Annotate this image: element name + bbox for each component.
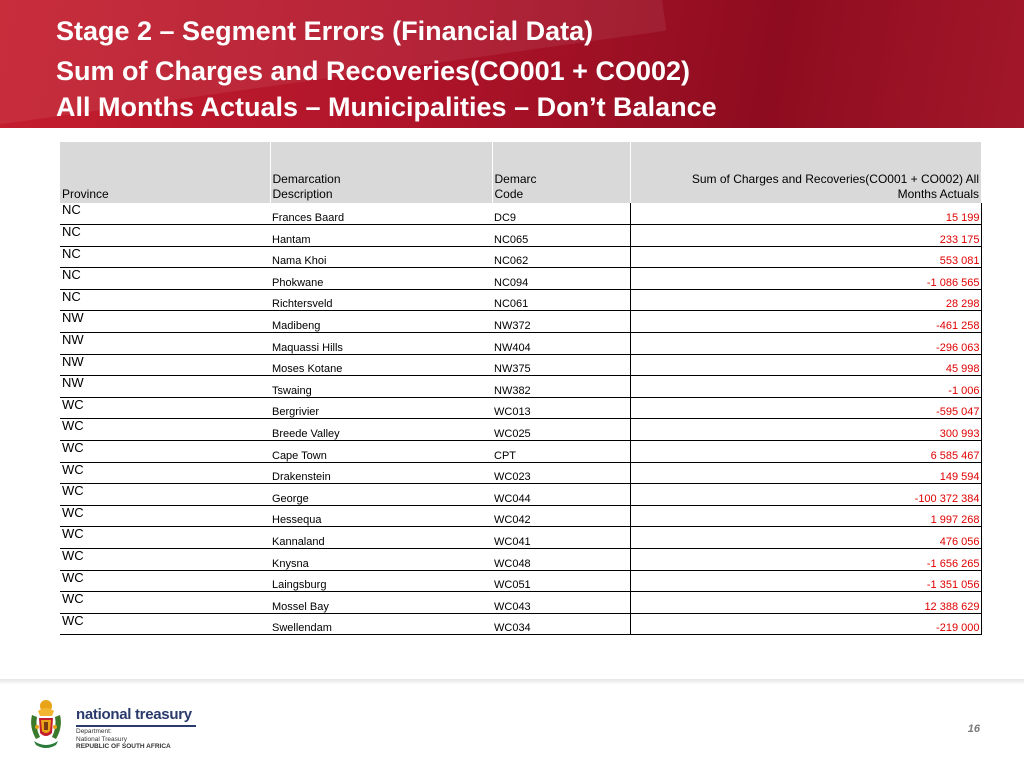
cell-demarcation-description: George — [270, 484, 492, 506]
cell-demarcation-description: Drakenstein — [270, 462, 492, 484]
cell-province: NC — [60, 289, 270, 311]
cell-sum-value: 300 993 — [630, 419, 981, 441]
cell-demarcation-description: Madibeng — [270, 311, 492, 333]
cell-demarc-code: NC061 — [492, 289, 630, 311]
cell-sum-value: -595 047 — [630, 397, 981, 419]
table-row — [60, 441, 981, 463]
table-row — [60, 289, 981, 311]
column-header-sum-charges-recoveries: Sum of Charges and Recoveries(CO001 + CO002) All Months Actuals — [630, 142, 981, 203]
cell-sum-value: 233 175 — [630, 225, 981, 247]
cell-demarcation-description: Knysna — [270, 549, 492, 571]
cell-demarcation-description: Bergrivier — [270, 397, 492, 419]
table-row — [60, 203, 981, 225]
cell-province: NC — [60, 246, 270, 268]
cell-demarcation-description: Phokwane — [270, 268, 492, 290]
cell-demarc-code: WC043 — [492, 592, 630, 614]
table-row — [60, 549, 981, 571]
cell-demarc-code: NW404 — [492, 333, 630, 355]
cell-sum-value: -1 006 — [630, 376, 981, 398]
cell-demarc-code: WC051 — [492, 570, 630, 592]
cell-province: WC — [60, 613, 270, 635]
table-row — [60, 225, 981, 247]
cell-province: WC — [60, 484, 270, 506]
cell-province: WC — [60, 505, 270, 527]
cell-sum-value: 553 081 — [630, 246, 981, 268]
cell-sum-value: -461 258 — [630, 311, 981, 333]
cell-demarc-code: NC065 — [492, 225, 630, 247]
table-row — [60, 462, 981, 484]
cell-sum-value: 1 997 268 — [630, 505, 981, 527]
cell-demarc-code: NW372 — [492, 311, 630, 333]
column-header-demarc-code: Demarc Code — [492, 142, 630, 203]
cell-demarcation-description: Tswaing — [270, 376, 492, 398]
cell-demarcation-description: Breede Valley — [270, 419, 492, 441]
cell-demarc-code: WC023 — [492, 462, 630, 484]
brand-name: national treasury — [76, 706, 192, 723]
coat-of-arms-icon — [26, 697, 66, 753]
department-label: Department: National Treasury REPUBLIC OF SOUTH AFRICA — [76, 728, 171, 750]
cell-demarcation-description: Cape Town — [270, 441, 492, 463]
cell-demarcation-description: Moses Kotane — [270, 354, 492, 376]
cell-province: WC — [60, 527, 270, 549]
cell-sum-value: -100 372 384 — [630, 484, 981, 506]
cell-province: NW — [60, 376, 270, 398]
table-row — [60, 505, 981, 527]
cell-province: WC — [60, 549, 270, 571]
cell-province: WC — [60, 592, 270, 614]
cell-province: WC — [60, 419, 270, 441]
cell-demarc-code: NW375 — [492, 354, 630, 376]
title-banner — [0, 0, 1024, 128]
cell-demarcation-description: Mossel Bay — [270, 592, 492, 614]
cell-demarc-code: WC041 — [492, 527, 630, 549]
cell-sum-value: 45 998 — [630, 354, 981, 376]
cell-demarc-code: WC013 — [492, 397, 630, 419]
cell-sum-value: -296 063 — [630, 333, 981, 355]
cell-demarc-code: WC044 — [492, 484, 630, 506]
table-row — [60, 484, 981, 506]
table-body — [60, 203, 981, 635]
cell-sum-value: 476 056 — [630, 527, 981, 549]
cell-province: WC — [60, 397, 270, 419]
table-row — [60, 419, 981, 441]
cell-province: WC — [60, 462, 270, 484]
slide-title-line-2: Sum of Charges and Recoveries(CO001 + CO002) — [56, 56, 690, 86]
table-row — [60, 527, 981, 549]
cell-demarcation-description: Maquassi Hills — [270, 333, 492, 355]
cell-demarc-code: CPT — [492, 441, 630, 463]
cell-demarc-code: WC025 — [492, 419, 630, 441]
cell-sum-value: -1 656 265 — [630, 549, 981, 571]
cell-sum-value: 6 585 467 — [630, 441, 981, 463]
cell-sum-value: -1 351 056 — [630, 570, 981, 592]
cell-demarc-code: NC062 — [492, 246, 630, 268]
cell-province: NW — [60, 333, 270, 355]
slide-title-line-1: Stage 2 – Segment Errors (Financial Data) — [56, 16, 594, 46]
table-row — [60, 570, 981, 592]
table-row — [60, 592, 981, 614]
cell-demarcation-description: Nama Khoi — [270, 246, 492, 268]
table-row — [60, 376, 981, 398]
cell-sum-value: -219 000 — [630, 613, 981, 635]
table-row — [60, 613, 981, 635]
cell-sum-value: -1 086 565 — [630, 268, 981, 290]
cell-demarcation-description: Richtersveld — [270, 289, 492, 311]
cell-demarc-code: NC094 — [492, 268, 630, 290]
cell-demarc-code: WC048 — [492, 549, 630, 571]
cell-demarcation-description: Hantam — [270, 225, 492, 247]
cell-province: WC — [60, 570, 270, 592]
cell-sum-value: 28 298 — [630, 289, 981, 311]
brand-underline — [76, 725, 196, 727]
cell-demarcation-description: Laingsburg — [270, 570, 492, 592]
cell-province: NW — [60, 354, 270, 376]
table-row — [60, 246, 981, 268]
cell-demarcation-description: Hessequa — [270, 505, 492, 527]
table-row — [60, 354, 981, 376]
table-row — [60, 333, 981, 355]
table-row — [60, 397, 981, 419]
national-treasury-logo — [26, 697, 192, 755]
cell-sum-value: 12 388 629 — [630, 592, 981, 614]
cell-demarc-code: WC042 — [492, 505, 630, 527]
footer-divider — [0, 679, 1024, 685]
table-header-row — [60, 142, 981, 203]
cell-sum-value: 15 199 — [630, 203, 981, 225]
page-number: 16 — [967, 723, 980, 735]
cell-demarc-code: WC034 — [492, 613, 630, 635]
cell-province: WC — [60, 441, 270, 463]
cell-demarcation-description: Swellendam — [270, 613, 492, 635]
cell-demarcation-description: Frances Baard — [270, 203, 492, 225]
cell-province: NC — [60, 225, 270, 247]
cell-sum-value: 149 594 — [630, 462, 981, 484]
column-header-province: Province — [60, 142, 270, 203]
table-row — [60, 311, 981, 333]
slide-title-line-3: All Months Actuals – Municipalities – Don’t Balance — [56, 92, 717, 122]
cell-demarc-code: NW382 — [492, 376, 630, 398]
cell-province: NW — [60, 311, 270, 333]
column-header-demarcation-description: Demarcation Description — [270, 142, 492, 203]
cell-province: NC — [60, 268, 270, 290]
table-row — [60, 268, 981, 290]
cell-province: NC — [60, 203, 270, 225]
cell-demarcation-description: Kannaland — [270, 527, 492, 549]
segment-errors-table — [60, 142, 982, 635]
cell-demarc-code: DC9 — [492, 203, 630, 225]
